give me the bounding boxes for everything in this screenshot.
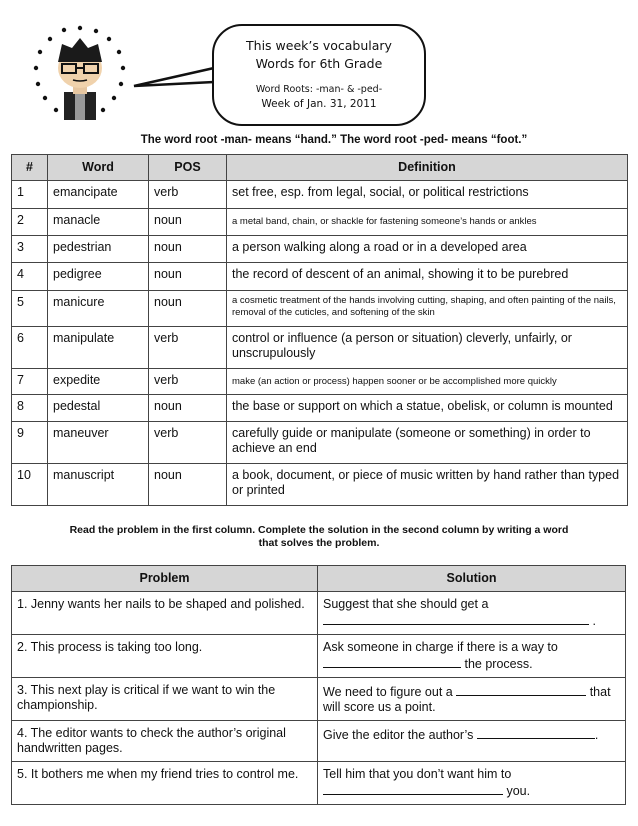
vocabulary-table <box>11 154 628 506</box>
solution-suffix: . <box>592 614 596 628</box>
vocab-pos: noun <box>149 395 227 422</box>
vocab-word: pedigree <box>48 263 149 291</box>
vocab-number: 8 <box>12 395 48 422</box>
problem-header: Problem <box>12 566 318 592</box>
vocab-word: emancipate <box>48 181 149 209</box>
vocab-number: 1 <box>12 181 48 209</box>
solution-cell <box>318 721 626 762</box>
answer-blank[interactable] <box>477 726 595 739</box>
speech-bubble <box>212 24 426 126</box>
vocab-number: 3 <box>12 236 48 263</box>
root-definition-note: The word root -man- means “hand.” The word root -ped- means “foot.” <box>140 134 528 146</box>
vocab-number: 7 <box>12 369 48 395</box>
table-row <box>12 181 628 209</box>
table-row <box>12 422 628 464</box>
vocab-header-number: # <box>12 155 48 181</box>
problem-text: 3. This next play is critical if we want to win the championship. <box>12 678 318 721</box>
vocab-definition: the record of descent of an animal, showing it to be purebred <box>227 263 628 291</box>
vocab-word: manuscript <box>48 464 149 506</box>
vocab-word: manipulate <box>48 327 149 369</box>
vocab-number: 9 <box>12 422 48 464</box>
vocab-header-pos: POS <box>149 155 227 181</box>
vocab-definition: a cosmetic treatment of the hands involving cutting, shaping, and often painting of the nails, removal of the cuticles, and softening of the skin <box>227 291 628 327</box>
problem-text: 1. Jenny wants her nails to be shaped and polished. <box>12 592 318 635</box>
vocab-number: 10 <box>12 464 48 506</box>
table-row <box>12 236 628 263</box>
table-row <box>12 464 628 506</box>
problem-text: 4. The editor wants to check the author’s original handwritten pages. <box>12 721 318 762</box>
solution-header: Solution <box>318 566 626 592</box>
solution-prompt: Give the editor the author’s <box>323 728 474 742</box>
problem-solution-table <box>11 565 626 805</box>
table-row <box>12 678 626 721</box>
vocab-definition: a metal band, chain, or shackle for fastening someone’s hands or ankles <box>227 209 628 236</box>
vocab-definition: control or influence (a person or situation) cleverly, unfairly, or unscrupulously <box>227 327 628 369</box>
table-row <box>12 263 628 291</box>
vocab-definition: set free, esp. from legal, social, or political restrictions <box>227 181 628 209</box>
vocab-word: expedite <box>48 369 149 395</box>
vocab-word: pedestal <box>48 395 149 422</box>
vocab-pos: noun <box>149 263 227 291</box>
table-row <box>12 209 628 236</box>
vocab-definition: make (an action or process) happen sooner or be accomplished more quickly <box>227 369 628 395</box>
table-row <box>12 395 628 422</box>
solution-suffix: that will score us a point. <box>323 685 611 714</box>
answer-blank[interactable] <box>323 612 589 625</box>
solution-prompt: We need to figure out a <box>323 685 453 699</box>
vocab-word: manacle <box>48 209 149 236</box>
vocab-pos: noun <box>149 464 227 506</box>
bubble-roots-line: Word Roots: -man- & -ped- <box>255 84 383 95</box>
problem-text: 2. This process is taking too long. <box>12 635 318 678</box>
vocab-pos: noun <box>149 236 227 263</box>
table-row <box>12 721 626 762</box>
solution-suffix: the process. <box>464 657 533 671</box>
bubble-grade-line: Words for 6th Grade <box>255 56 383 71</box>
solution-prompt: Suggest that she should get a <box>323 597 489 611</box>
vocab-pos: noun <box>149 209 227 236</box>
vocab-definition: a person walking along a road or in a developed area <box>227 236 628 263</box>
vocab-number: 4 <box>12 263 48 291</box>
table-row <box>12 762 626 805</box>
table-row <box>12 327 628 369</box>
vocab-definition: carefully guide or manipulate (someone or something) in order to achieve an end <box>227 422 628 464</box>
vocab-pos: verb <box>149 369 227 395</box>
vocab-pos: verb <box>149 181 227 209</box>
vocab-word: maneuver <box>48 422 149 464</box>
table-row <box>12 592 626 635</box>
answer-blank[interactable] <box>456 683 586 696</box>
vocab-header-definition: Definition <box>227 155 628 181</box>
solution-cell <box>318 635 626 678</box>
vocab-pos: noun <box>149 291 227 327</box>
problem-text: 5. It bothers me when my friend tries to control me. <box>12 762 318 805</box>
solution-cell <box>318 592 626 635</box>
vocab-number: 2 <box>12 209 48 236</box>
speech-bubble-tail <box>132 62 216 92</box>
vocab-definition: a book, document, or piece of music written by hand rather than typed or printed <box>227 464 628 506</box>
answer-blank[interactable] <box>323 782 503 795</box>
solution-cell <box>318 678 626 721</box>
vocab-word: manicure <box>48 291 149 327</box>
vocab-pos: verb <box>149 327 227 369</box>
table-row <box>12 635 626 678</box>
solution-suffix: . <box>594 728 599 742</box>
teacher-avatar <box>30 22 130 122</box>
vocab-number: 6 <box>12 327 48 369</box>
answer-blank[interactable] <box>323 655 461 668</box>
bubble-title-line: This week’s vocabulary <box>246 38 392 53</box>
vocab-pos: verb <box>149 422 227 464</box>
solution-prompt: Tell him that you don’t want him to <box>323 767 512 781</box>
solution-prompt: Ask someone in charge if there is a way to <box>323 640 558 654</box>
solution-suffix: you. <box>506 784 531 798</box>
vocab-header-word: Word <box>48 155 149 181</box>
table-row <box>12 291 628 327</box>
table-row <box>12 369 628 395</box>
vocab-definition: the base or support on which a statue, obelisk, or column is mounted <box>227 395 628 422</box>
bubble-date-line: Week of Jan. 31, 2011 <box>261 98 377 110</box>
vocab-number: 5 <box>12 291 48 327</box>
instructions-text: Read the problem in the first column. Complete the solution in the second column by writing a word that solves the problem. <box>69 524 569 549</box>
vocab-word: pedestrian <box>48 236 149 263</box>
solution-cell <box>318 762 626 805</box>
